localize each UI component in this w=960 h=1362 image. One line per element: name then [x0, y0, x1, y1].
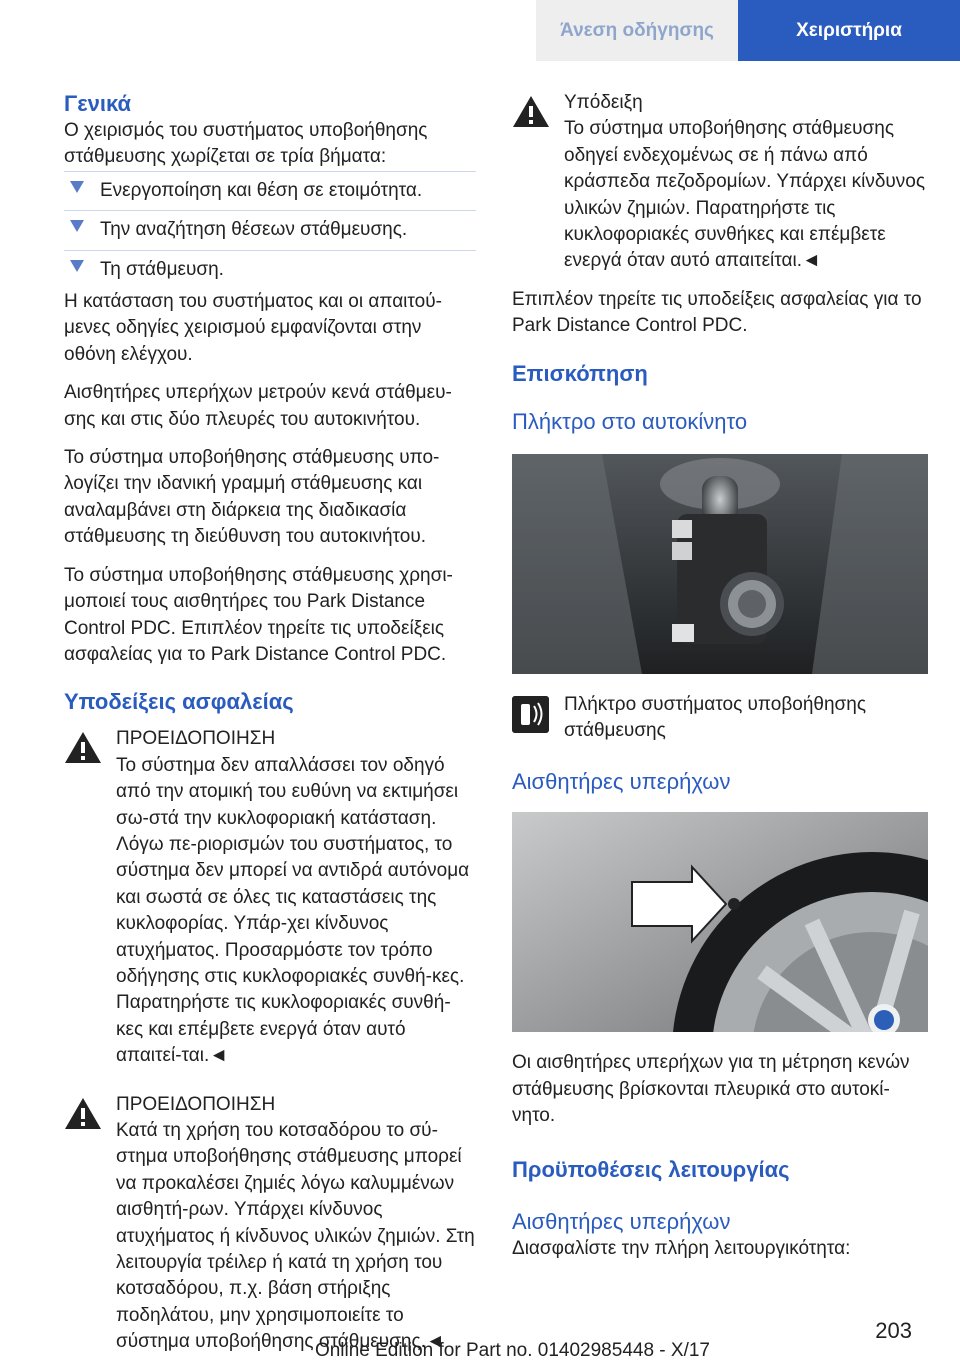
step-text: Τη στάθμευση.: [100, 258, 224, 280]
heading-general: Γενικά: [64, 91, 132, 116]
step-text: Ενεργοποίηση και θέση σε ετοιμότητα.: [100, 179, 423, 201]
intro-paragraph: Ο χειρισμός του συστήματος υποβοήθησης στάθμευσης χωρίζεται σε τρία βήματα:: [64, 120, 428, 168]
parking-assistant-icon: [512, 696, 549, 733]
warning-block-2: [64, 1092, 476, 1356]
warning-heading: ΠΡΟΕΙΔΟΠΟΙΗΣΗ: [116, 1093, 276, 1115]
warning-text: Το σύστημα δεν απαλλάσσει τον οδηγό από την ατομική του ευθύνη να εκτιμήσει σω‐στά την κυκλοφοριακή κατάσταση. Λόγω πε‐ριορισμών του συστήματος, το σύστημα δεν μπορεί να αντιδρά αυτόνομα και σωστά σε όλες τις καταστάσεις της κυκλοφορίας. Υπάρ‐χει κίνδυνος ατυχήματος. Προσαρμόστε τον τρόπο οδήγησης στις κυκλοφοριακές συνθή‐κες. Παρατηρήστε τις κυκλοφοριακές συνθή‐κες και επέμβετε ενεργά όταν αυτό απαιτεί‐ται.◄: [116, 754, 470, 1067]
tab-controls[interactable]: Χειριστήρια: [738, 0, 960, 61]
bullet-triangle-icon: [70, 220, 84, 232]
button-caption: Πλήκτρο συστήματος υποβοήθησης στάθμευσης: [564, 693, 866, 742]
note-text: Το σύστημα υποβοήθησης στάθμευσης οδηγεί ενδεχομένως σε ή πάνω από κράσπεδα πεζοδρομίων. Υπάρχει κίνδυνος υλικών ζημιών. Παρατηρήστε τις κυκλοφοριακές συνθήκες και επέμβετε ενεργά όταν αυτό απαιτείται.◄: [564, 118, 926, 272]
warning-triangle-icon: [512, 94, 550, 128]
right-column: [512, 90, 928, 1262]
note-heading: Υπόδειξη: [564, 92, 643, 113]
heading-button-in-car: Πλήκτρο στο αυτοκίνητο: [512, 408, 748, 434]
list-item: [64, 171, 476, 211]
bullet-triangle-icon: [70, 260, 84, 272]
heading-safety: Υποδείξεις ασφαλείας: [64, 689, 294, 715]
paragraph-ensure: Διασφαλίστε την πλήρη λειτουργικότητα:: [512, 1237, 851, 1259]
heading-prerequisites: Προϋποθέσεις λειτουργίας: [512, 1156, 790, 1182]
note-block: [512, 90, 928, 275]
sensors-paragraph: Οι αισθητήρες υπερήχων για τη μέτρηση κενών στάθμευσης βρίσκονται πλευρικά στο αυτοκί‐νητο.: [512, 1052, 910, 1127]
list-item: [64, 251, 476, 289]
left-column: [64, 90, 476, 1356]
center-console-image: [512, 454, 928, 674]
edition-text: Online Edition for Part no. 01402985448 - X/17: [314, 1340, 710, 1361]
page-footer: [0, 1318, 960, 1362]
page-number: 203: [875, 1318, 912, 1343]
console-photo: [512, 454, 928, 674]
header-tabs: [536, 0, 960, 61]
warning-heading: ΠΡΟΕΙΔΟΠΟΙΗΣΗ: [116, 728, 276, 750]
warning-triangle-icon: [64, 730, 102, 764]
bullet-triangle-icon: [70, 181, 84, 193]
paragraph-pdc: Το σύστημα υποβοήθησης στάθμευσης χρησι‐μοποιεί τους αισθητήρες του Park Distance Control PDC. Επιπλέον τηρείτε τις υποδείξεις ασφαλείας για το Park Distance Control PDC.: [64, 564, 453, 665]
step-text: Την αναζήτηση θέσεων στάθμευσης.: [100, 219, 408, 241]
paragraph-status: Η κατάσταση του συστήματος και οι απαιτού‐μενες οδηγίες χειρισμού εμφανίζονται στην οθόνη ελέγχου.: [64, 291, 442, 365]
warning-text: Κατά τη χρήση του κοτσαδόρου το σύ‐στημα υποβοήθησης στάθμευσης μπορεί να προκαλέσει ζημιές λόγω καλυμμένων αισθητή‐ρων. Υπάρχει κίνδυνος ατυχήματος ή κίνδυνος υλικών ζημιών. Στη λειτουργία τρέιλερ ή κατά τη χρήση του κοτσαδόρου, π.χ. βάση στήριξης ποδηλάτου, μην χρησιμοποιείτε το σύστημα υποβοήθησης στάθμευσης.◄: [116, 1120, 475, 1353]
paragraph-extra: Επιπλέον τηρείτε τις υποδείξεις ασφαλείας για το Park Distance Control PDC.: [512, 288, 922, 337]
steps-list: [64, 171, 476, 289]
list-item: [64, 211, 476, 250]
sensor-photo: [512, 812, 928, 1032]
heading-overview: Επισκόπηση: [512, 360, 648, 386]
heading-ultrasonic-sensors-2: Αισθητήρες υπερήχων: [512, 1208, 731, 1234]
paragraph-calculation: Το σύστημα υποβοήθησης στάθμευσης υπο‐λογίζει την ιδανική γραμμή στάθμευσης και αναλαμβάνει στη διάρκεια της διαδικασία στάθμευσης τη διεύθυνση του αυτοκινήτου.: [64, 447, 440, 548]
button-caption-row: [512, 692, 928, 745]
wheel-sensor-image: [512, 812, 928, 1032]
tab-driving-comfort[interactable]: Άνεση οδήγησης: [536, 0, 738, 61]
warning-triangle-icon: [64, 1096, 102, 1130]
paragraph-sensors: Αισθητήρες υπερήχων μετρούν κενά στάθμευ‐σης και στις δύο πλευρές του αυτοκινήτου.: [64, 382, 452, 430]
heading-ultrasonic-sensors: Αισθητήρες υπερήχων: [512, 769, 731, 795]
warning-block-1: [64, 726, 476, 1069]
